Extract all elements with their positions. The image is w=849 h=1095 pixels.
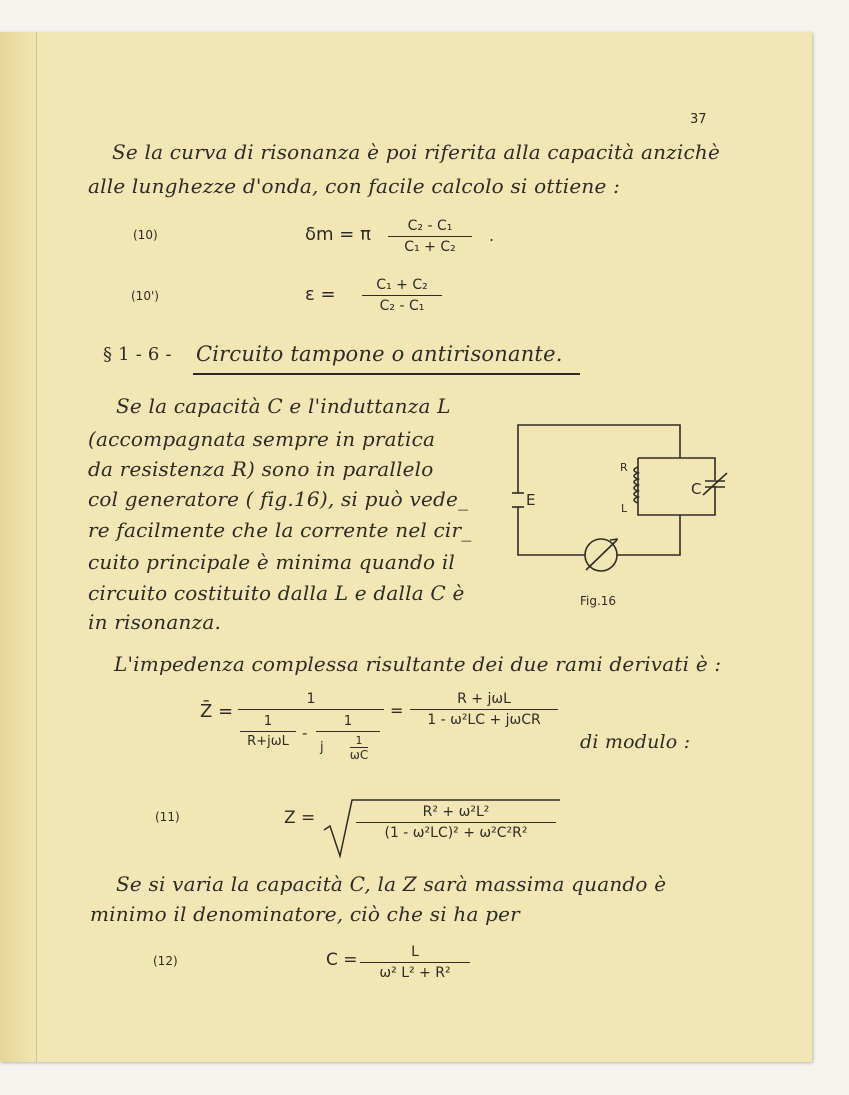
paragraph-line-5: re facilmente che la corrente nel cir_ bbox=[88, 518, 472, 542]
inductor-coil bbox=[634, 467, 638, 503]
fraction-2-numerator: 1 bbox=[343, 714, 353, 729]
equation-z-lhs: Z̄ = bbox=[200, 701, 234, 722]
di-modulo: di modulo : bbox=[580, 731, 691, 753]
equation-10-fraction bbox=[388, 218, 472, 255]
equation-12-numerator: L bbox=[411, 944, 419, 960]
circuit-wire-bottom-left bbox=[518, 507, 585, 555]
impedance-intro: L'impedenza complessa risultante dei due rami derivati è : bbox=[114, 652, 722, 676]
inner-denominator: ωC bbox=[349, 748, 369, 762]
after-line-2: minimo il denominatore, ciò che si ha per bbox=[90, 902, 520, 926]
equation-10p-lhs: ε = bbox=[305, 284, 336, 305]
circuit-diagram bbox=[500, 415, 740, 615]
equation-10p-label: (10') bbox=[131, 289, 159, 303]
fraction-bar bbox=[360, 962, 470, 963]
label-l: L bbox=[621, 502, 628, 515]
section-number: § 1 - 6 - bbox=[103, 344, 172, 365]
paragraph-line-4: col generatore ( fig.16), si può vede_ bbox=[88, 487, 469, 511]
figure-caption: Fig.16 bbox=[580, 594, 617, 608]
circuit-wire-top bbox=[518, 425, 680, 493]
equation-z-equals: = bbox=[390, 701, 404, 720]
paragraph-line-1: Se la capacità C e l'induttanza L bbox=[116, 394, 451, 418]
circuit-wire-bottom-right bbox=[617, 515, 680, 555]
equation-z-outer-fraction bbox=[238, 691, 384, 712]
equation-12-label: (12) bbox=[153, 954, 178, 968]
fraction-2-j: j bbox=[320, 740, 324, 755]
equation-12-denominator: ω² L² + R² bbox=[379, 965, 451, 981]
intro-line-1: Se la curva di risonanza è poi riferita alla capacità anzichè bbox=[112, 140, 721, 164]
equation-11-numerator: R² + ω²L² bbox=[422, 804, 490, 820]
section-title-underline bbox=[193, 373, 580, 375]
equation-12-fraction bbox=[360, 944, 470, 981]
fraction-bar bbox=[356, 822, 556, 823]
parallel-branch-box bbox=[638, 458, 715, 515]
equation-10p-denominator: C₂ - C₁ bbox=[379, 298, 425, 314]
fraction-bar bbox=[238, 709, 384, 710]
paragraph-line-6: cuito principale è minima quando il bbox=[88, 550, 456, 574]
ammeter-needle-tip bbox=[610, 539, 618, 540]
fraction-bar bbox=[362, 295, 442, 296]
after-line-1: Se si varia la capacità C, la Z sarà massima quando è bbox=[116, 872, 667, 896]
equation-10p-numerator: C₁ + C₂ bbox=[376, 277, 428, 293]
page-gutter bbox=[0, 32, 40, 1062]
rhs-numerator: R + jωL bbox=[457, 691, 511, 707]
paragraph-line-7: circuito costituito dalla L e dalla C è bbox=[88, 581, 465, 605]
fraction-bar bbox=[388, 236, 472, 237]
fraction-1-numerator: 1 bbox=[263, 714, 273, 729]
page-number: 37 bbox=[690, 112, 707, 127]
inner-numerator: 1 bbox=[355, 734, 363, 747]
intro-line-2: alle lunghezze d'onda, con facile calcolo si ottiene : bbox=[88, 174, 621, 198]
equation-z-outer-numerator: 1 bbox=[306, 691, 316, 707]
equation-11-denominator: (1 - ω²LC)² + ω²C²R² bbox=[384, 825, 528, 841]
fraction-2-inner bbox=[350, 734, 368, 762]
equation-z-minus: - bbox=[302, 724, 308, 742]
equation-10-denominator: C₁ + C₂ bbox=[404, 239, 456, 255]
label-e: E bbox=[526, 491, 536, 509]
equation-10p-fraction bbox=[362, 277, 442, 314]
equation-11-fraction bbox=[356, 804, 556, 841]
fraction-1-denominator: R+jωL bbox=[247, 734, 289, 749]
equation-10-lhs: δm = π bbox=[305, 224, 371, 245]
fraction-bar bbox=[316, 731, 380, 732]
equation-10-numerator: C₂ - C₁ bbox=[407, 218, 453, 234]
equation-z-rhs-fraction bbox=[410, 691, 558, 728]
fraction-bar bbox=[410, 709, 558, 710]
equation-z-fraction-2 bbox=[316, 714, 380, 763]
label-r: R bbox=[620, 461, 628, 474]
equation-10-label: (10) bbox=[133, 228, 158, 242]
paragraph-line-2: (accompagnata sempre in pratica bbox=[88, 427, 436, 451]
section-title: Circuito tampone o antirisonante. bbox=[196, 342, 563, 366]
gutter-line bbox=[36, 32, 37, 1062]
fraction-2-denominator bbox=[316, 734, 380, 763]
fraction-bar bbox=[240, 731, 296, 732]
paragraph-line-8: in risonanza. bbox=[88, 610, 222, 634]
equation-10-period: . bbox=[489, 226, 495, 245]
paragraph-line-3: da resistenza R) sono in parallelo bbox=[88, 457, 434, 481]
label-c: C bbox=[691, 480, 702, 498]
equation-12-lhs: C = bbox=[326, 950, 358, 970]
equation-z-fraction-1 bbox=[240, 714, 296, 749]
equation-11-label: (11) bbox=[155, 810, 180, 824]
equation-11-lhs: Z = bbox=[284, 808, 316, 828]
rhs-denominator: 1 - ω²LC + jωCR bbox=[427, 712, 541, 728]
